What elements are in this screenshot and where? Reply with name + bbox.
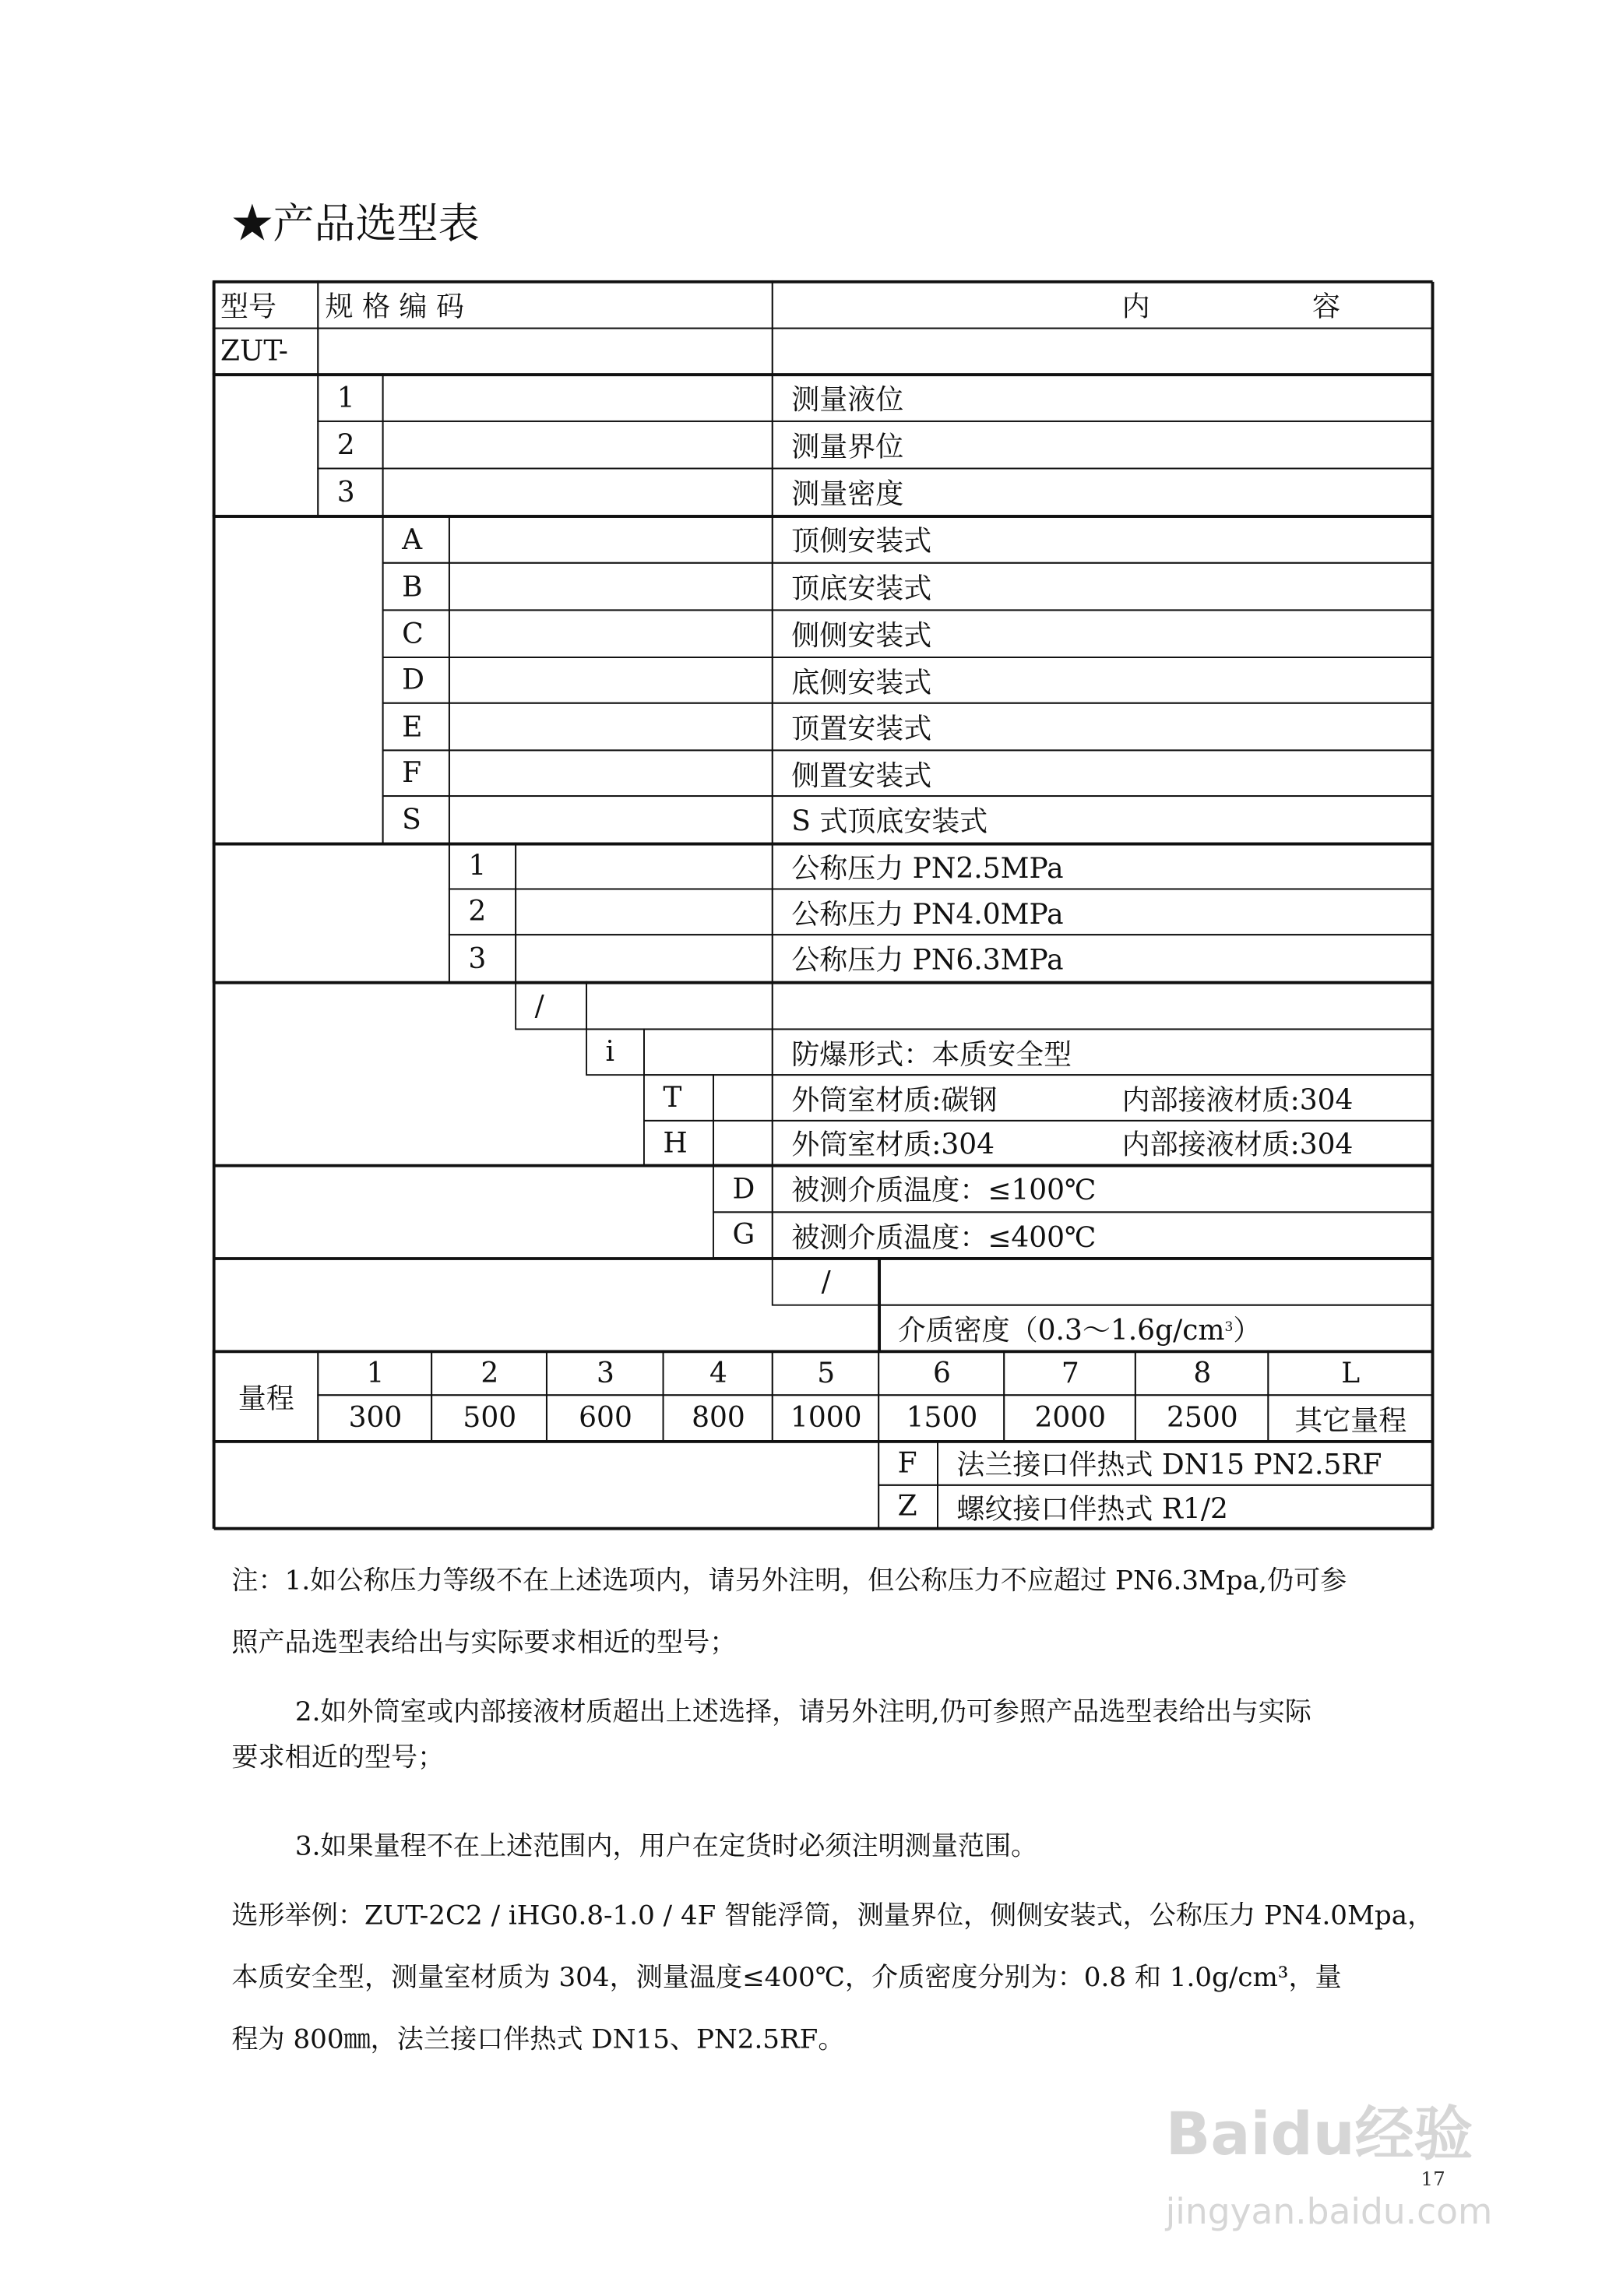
blank-cell xyxy=(878,1258,1433,1307)
header-model: 型号 xyxy=(213,281,319,330)
blank-cell xyxy=(516,935,774,984)
range-value: 300 xyxy=(318,1395,433,1442)
blank-cell xyxy=(213,843,451,984)
blank-cell xyxy=(213,374,319,517)
blank-cell xyxy=(449,563,774,612)
note-line: 注：1.如公称压力等级不在上述选项内，请另外注明，但公称压力不应超过 PN6.3Mpa,仍可参 xyxy=(231,1565,1347,1597)
density-sup: 3 xyxy=(1224,1321,1234,1336)
mount-code: D xyxy=(382,657,450,705)
blank-cell xyxy=(449,750,774,798)
range-code: 6 xyxy=(878,1350,1005,1396)
pressure-desc: 公称压力 PN6.3MPa xyxy=(773,935,1434,984)
connection-code: Z xyxy=(878,1485,939,1530)
range-value: 2000 xyxy=(1004,1395,1137,1442)
blank-cell xyxy=(713,1075,774,1122)
mount-code: E xyxy=(382,703,450,752)
blank-cell xyxy=(449,610,774,659)
temperature-desc: 被测介质温度：≤400℃ xyxy=(773,1212,1434,1259)
temperature-code: D xyxy=(713,1165,774,1214)
note-line: 要求相近的型号； xyxy=(231,1742,445,1774)
range-code: 1 xyxy=(318,1350,433,1396)
range-value: 2500 xyxy=(1135,1395,1269,1442)
temperature-desc: 被测介质温度：≤100℃ xyxy=(773,1165,1434,1214)
note-line: 照产品选型表给出与实际要求相近的型号； xyxy=(231,1627,737,1659)
separator-slash: / xyxy=(516,982,588,1031)
range-code: 4 xyxy=(663,1350,773,1396)
note-line: 3.如果量程不在上述范围内，用户在定货时必须注明测量范围。 xyxy=(294,1831,1038,1862)
inner-material: 内部接液材质:304 xyxy=(1121,1129,1354,1162)
note-line: 选形举例：ZUT-2C2 / iHG0.8-1.0 / 4F 智能浮筒，测量界位，侧侧安装式，公称压力 PN4.0Mpa， xyxy=(231,1900,1435,1932)
pressure-code: 2 xyxy=(449,889,517,936)
material-desc xyxy=(773,1121,1434,1167)
outer-material: 外筒室材质:碳钢 xyxy=(791,1084,998,1117)
range-code: 3 xyxy=(547,1350,665,1396)
blank-cell xyxy=(449,796,774,845)
blank-cell xyxy=(318,328,773,375)
material-code: H xyxy=(644,1121,715,1167)
blank-cell xyxy=(586,982,774,1031)
temperature-code: G xyxy=(713,1212,774,1259)
model-prefix: ZUT- xyxy=(213,328,319,375)
range-code: L xyxy=(1268,1350,1433,1396)
header-content-b: 容 xyxy=(1311,291,1341,324)
watermark-url: jingyan.baidu.com xyxy=(1165,2191,1493,2233)
range-value: 1500 xyxy=(878,1395,1005,1442)
connection-desc: 法兰接口伴热式 DN15 PN2.5RF xyxy=(938,1441,1434,1487)
mount-desc: S 式顶底安装式 xyxy=(773,796,1434,845)
explosion-code: i xyxy=(586,1029,646,1076)
range-code: 8 xyxy=(1135,1350,1269,1396)
measure-desc: 测量界位 xyxy=(773,421,1434,470)
density-text: 介质密度（0.3～1.6g/cm xyxy=(897,1314,1225,1347)
note-line: 本质安全型，测量室材质为 304，测量温度≤400℃，介质密度分别为：0.8 和 1.0g/cm³，量 xyxy=(231,1962,1342,1994)
blank-cell xyxy=(382,468,773,517)
connection-code: F xyxy=(878,1441,939,1487)
blank-cell xyxy=(713,1121,774,1167)
material-code: T xyxy=(644,1075,715,1122)
outer-material: 外筒室材质:304 xyxy=(791,1129,995,1162)
pressure-desc: 公称压力 PN2.5MPa xyxy=(773,843,1434,891)
measure-code: 3 xyxy=(318,468,384,517)
blank-cell xyxy=(773,328,1434,375)
pressure-desc: 公称压力 PN4.0MPa xyxy=(773,889,1434,936)
mount-code: F xyxy=(382,750,450,798)
measure-code: 2 xyxy=(318,421,384,470)
note-line: 2.如外筒室或内部接液材质超出上述选择，请另外注明,仍可参照产品选型表给出与实际 xyxy=(294,1696,1312,1728)
mount-desc: 顶侧安装式 xyxy=(773,516,1434,565)
measure-desc: 测量密度 xyxy=(773,468,1434,517)
mount-code: S xyxy=(382,796,450,845)
mount-code: A xyxy=(382,516,450,565)
note-line: 程为 800㎜，法兰接口伴热式 DN15、PN2.5RF。 xyxy=(231,2024,845,2056)
range-code: 5 xyxy=(773,1350,880,1396)
blank-cell xyxy=(516,889,774,936)
explosion-desc: 防爆形式：本质安全型 xyxy=(773,1029,1434,1076)
page-title: ★产品选型表 xyxy=(231,199,480,248)
blank-cell xyxy=(213,1441,880,1530)
header-content xyxy=(773,281,1434,330)
range-value: 800 xyxy=(663,1395,773,1442)
range-value: 其它量程 xyxy=(1268,1395,1433,1442)
separator-slash: / xyxy=(773,1258,880,1307)
range-value: 1000 xyxy=(773,1395,880,1442)
blank-cell xyxy=(382,374,773,423)
blank-cell xyxy=(449,703,774,752)
inner-material: 内部接液材质:304 xyxy=(1121,1084,1354,1117)
blank-cell xyxy=(449,657,774,705)
blank-cell xyxy=(449,516,774,565)
range-code: 7 xyxy=(1004,1350,1137,1396)
pressure-code: 3 xyxy=(449,935,517,984)
mount-desc: 顶底安装式 xyxy=(773,563,1434,612)
density-desc xyxy=(878,1305,1433,1353)
range-value: 600 xyxy=(547,1395,665,1442)
blank-cell xyxy=(773,982,1434,1031)
blank-cell xyxy=(644,1029,774,1076)
page-number: 17 xyxy=(1421,2168,1445,2192)
measure-code: 1 xyxy=(318,374,384,423)
mount-desc: 侧置安装式 xyxy=(773,750,1434,798)
material-desc xyxy=(773,1075,1434,1122)
range-label: 量程 xyxy=(213,1350,319,1442)
header-spec-code: 规 格 编 码 xyxy=(318,281,773,330)
blank-cell xyxy=(516,843,774,891)
measure-desc: 测量液位 xyxy=(773,374,1434,423)
range-code: 2 xyxy=(431,1350,548,1396)
mount-desc: 顶置安装式 xyxy=(773,703,1434,752)
pressure-code: 1 xyxy=(449,843,517,891)
mount-desc: 侧侧安装式 xyxy=(773,610,1434,659)
mount-code: B xyxy=(382,563,450,612)
watermark-logo: Baidu经验 xyxy=(1165,2101,1473,2169)
density-end: ） xyxy=(1233,1314,1262,1347)
mount-desc: 底侧安装式 xyxy=(773,657,1434,705)
mount-code: C xyxy=(382,610,450,659)
blank-cell xyxy=(382,421,773,470)
connection-desc: 螺纹接口伴热式 R1/2 xyxy=(938,1485,1434,1530)
range-value: 500 xyxy=(431,1395,548,1442)
header-content-a: 内 xyxy=(1121,291,1150,324)
blank-cell xyxy=(213,516,385,844)
